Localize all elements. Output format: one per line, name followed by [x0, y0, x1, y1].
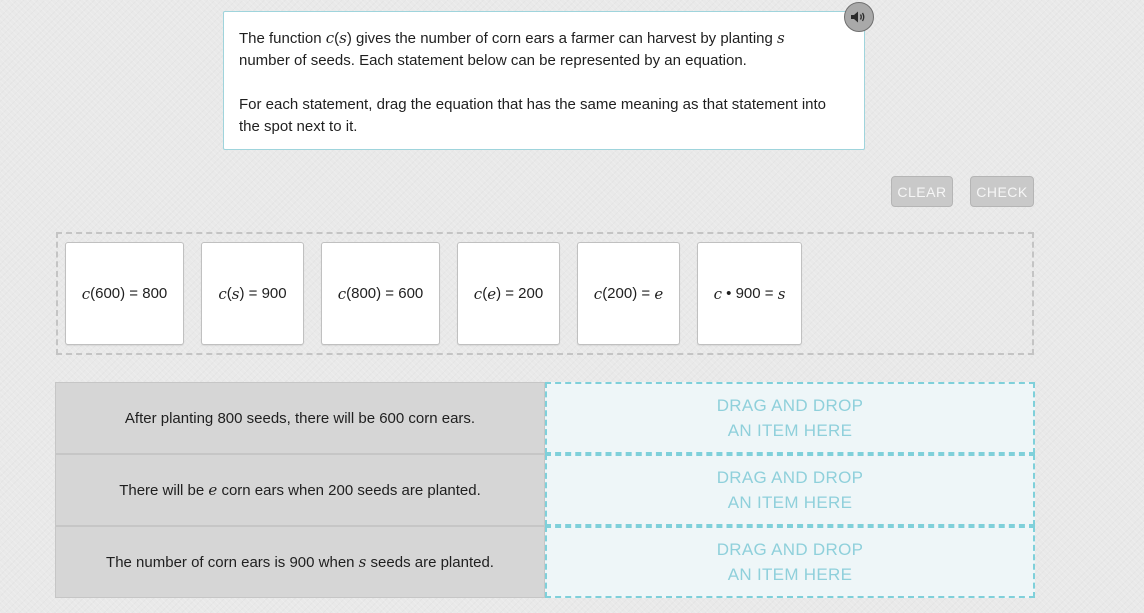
equation-card[interactable] — [577, 242, 680, 345]
drop-zone-label: DRAG AND DROP — [716, 468, 864, 487]
equation-text: ( — [226, 285, 232, 302]
equation-card[interactable] — [65, 242, 184, 345]
statement-text: There will be — [119, 482, 209, 499]
match-row — [55, 526, 1035, 598]
statement-cell — [55, 454, 545, 526]
statement-text: seeds are planted. — [366, 554, 494, 571]
math-variable-e: e — [487, 284, 497, 303]
equation-card[interactable] — [201, 242, 304, 345]
prompt-text: The function — [239, 30, 326, 47]
statement-cell — [55, 382, 545, 454]
math-function-c: c — [81, 284, 91, 303]
clear-button[interactable]: CLEAR — [891, 176, 953, 207]
math-function-c: c — [473, 284, 483, 303]
prompt-text: ) gives the number of corn ears a farmer can harvest by planting — [346, 30, 778, 47]
math-variable-e: e — [208, 481, 218, 499]
math-variable-s: s — [339, 29, 347, 47]
statement-text — [106, 553, 494, 571]
prompt-text: ( — [334, 30, 340, 47]
match-row — [55, 382, 1035, 454]
drop-zone[interactable] — [545, 454, 1035, 526]
statement-text: The number of corn ears is 900 when — [106, 554, 359, 571]
math-function-c: c — [337, 284, 347, 303]
drop-zone[interactable] — [545, 526, 1035, 598]
equation-card[interactable] — [321, 242, 440, 345]
drop-zone-label: AN ITEM HERE — [727, 493, 853, 512]
math-variable-s: s — [777, 29, 785, 47]
equation-text: ) = 900 — [239, 285, 287, 302]
math-function-c: c — [218, 284, 227, 303]
prompt-text: number of seeds. Each statement below can be represented by an equation. — [239, 52, 747, 69]
equation-text: (600) = 800 — [90, 285, 168, 302]
equation-text: • 900 = — [721, 285, 778, 302]
equation-card[interactable] — [457, 242, 560, 345]
math-variable-s: s — [358, 553, 367, 571]
equation-text: (200) = — [602, 285, 655, 302]
equation-text: ) = 200 — [496, 285, 544, 302]
math-function-c: c — [325, 29, 335, 47]
drop-zone[interactable] — [545, 382, 1035, 454]
speaker-icon — [850, 10, 868, 24]
statement-text: corn ears when 200 seeds are planted. — [217, 482, 481, 499]
statement-text — [119, 481, 481, 499]
equation-text: ( — [482, 285, 488, 302]
math-function-c: c — [593, 284, 603, 303]
audio-button[interactable] — [844, 2, 874, 32]
math-function-c: c — [713, 284, 722, 303]
prompt-paragraph-2: For each statement, drag the equation that has the same meaning as that statement into the spot next to it. — [239, 96, 827, 135]
drop-zone-label: AN ITEM HERE — [727, 421, 853, 440]
equation-text: (800) = 600 — [346, 285, 424, 302]
check-button[interactable]: CHECK — [970, 176, 1034, 207]
prompt-box — [223, 11, 865, 150]
prompt-paragraph-1 — [239, 27, 834, 72]
drop-zone-label: AN ITEM HERE — [727, 565, 853, 584]
statement-text: After planting 800 seeds, there will be 600 corn ears. — [124, 409, 476, 427]
math-variable-s: s — [231, 284, 240, 303]
equation-card[interactable] — [697, 242, 802, 345]
math-variable-s: s — [777, 284, 786, 303]
math-variable-e: e — [654, 284, 664, 303]
match-row — [55, 454, 1035, 526]
statement-cell — [55, 526, 545, 598]
drop-zone-label: DRAG AND DROP — [716, 540, 864, 559]
drop-zone-label: DRAG AND DROP — [716, 396, 864, 415]
